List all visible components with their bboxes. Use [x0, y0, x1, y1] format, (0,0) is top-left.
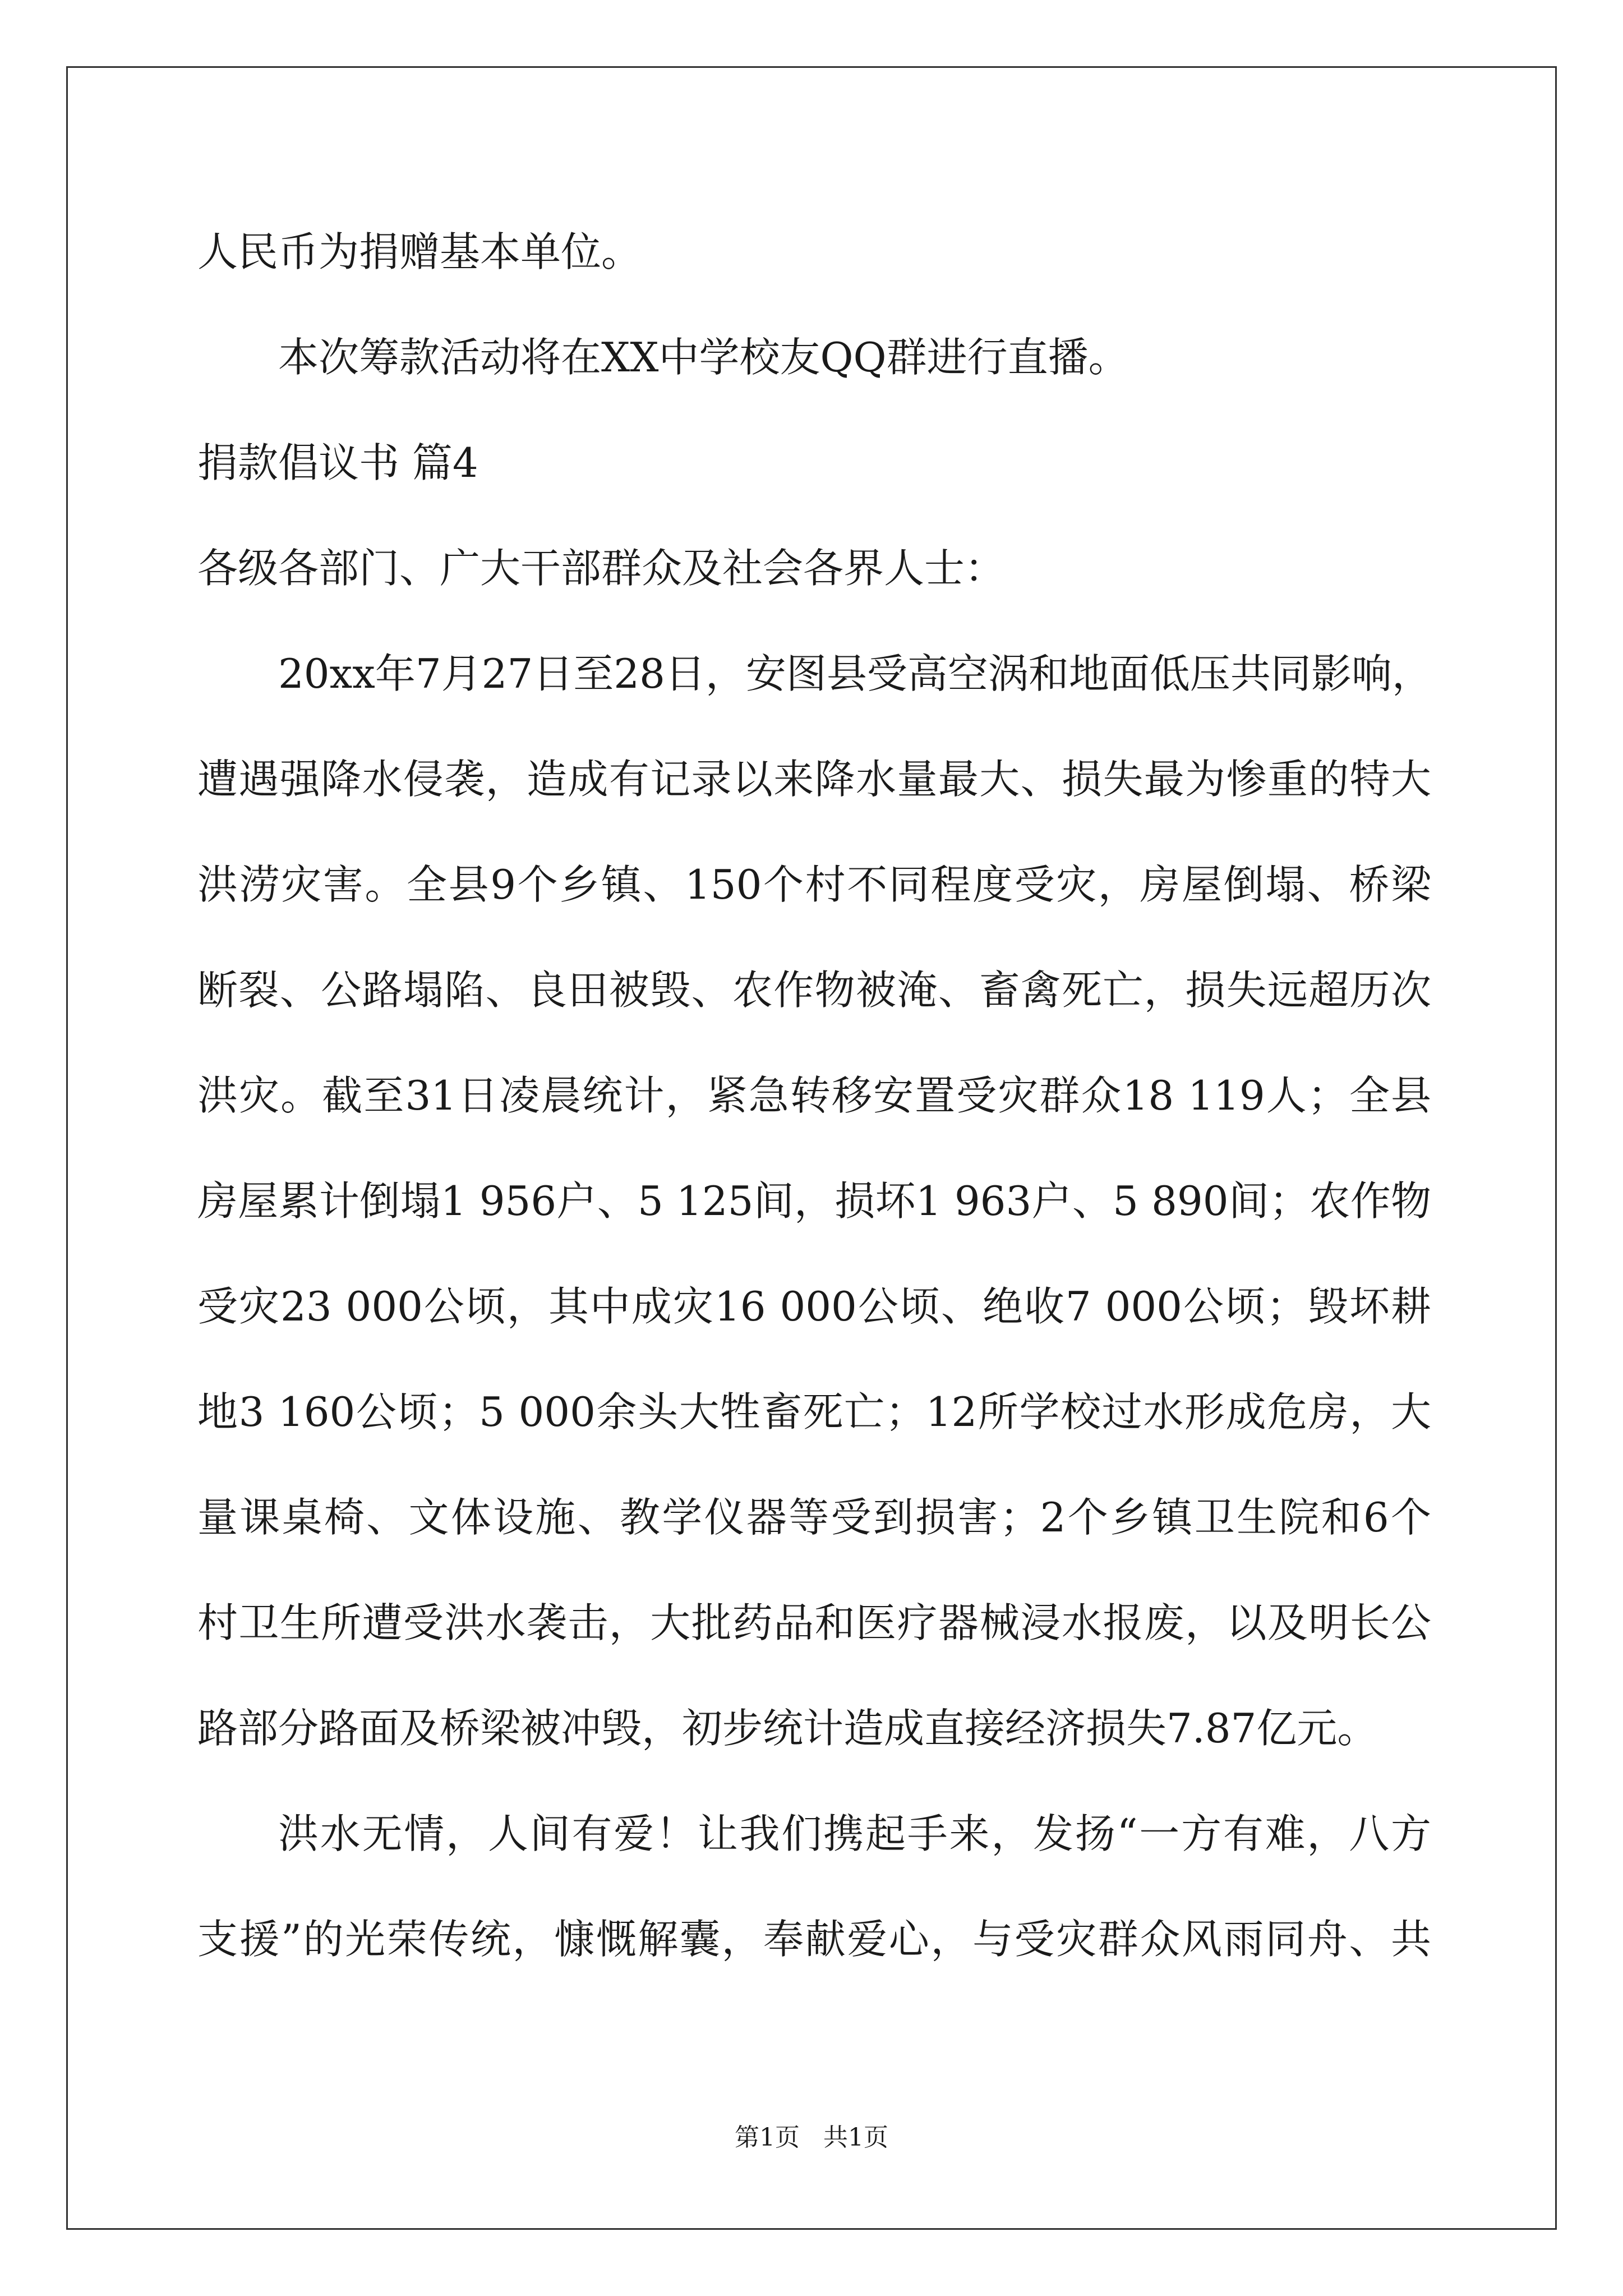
text-line: 本次筹款活动将在XX中学校友QQ群进行直播。: [278, 334, 1129, 381]
page-number: 第1页 共1页: [735, 2123, 888, 2152]
text-line: 人民币为捐赠基本单位。: [197, 228, 642, 275]
text-line: 洪灾。截至31日凌晨统计，紧急转移安置受灾群众18 119人；全县: [197, 1072, 1431, 1119]
text-line: 地3 160公顷；5 000余头大牲畜死亡；12所学校过水形成危房，大: [197, 1388, 1431, 1435]
text-line: 洪涝灾害。全县9个乡镇、150个村不同程度受灾，房屋倒塌、桥梁: [197, 861, 1431, 908]
text-line: 路部分路面及桥梁被冲毁，初步统计造成直接经济损失7.87亿元。: [197, 1705, 1378, 1752]
text-line: 村卫生所遭受洪水袭击，大批药品和医疗器械浸水报废，以及明长公: [197, 1599, 1431, 1646]
text-line: 受灾23 000公顷，其中成灾16 000公顷、绝收7 000公顷；毁坏耕: [197, 1283, 1431, 1330]
salutation: 各级各部门、广大干部群众及社会各界人士：: [197, 545, 1006, 592]
section-heading: 捐款倡议书 篇4: [197, 439, 478, 486]
text-line: 断裂、公路塌陷、良田被毁、农作物被淹、畜禽死亡，损失远超历次: [197, 967, 1431, 1014]
text-line: 支援”的光荣传统，慷慨解囊，奉献爱心，与受灾群众风雨同舟、共: [197, 1916, 1431, 1963]
text-line: 房屋累计倒塌1 956户、5 125间，损坏1 963户、5 890间；农作物: [197, 1177, 1431, 1225]
text-line: 遭遇强降水侵袭，造成有记录以来降水量最大、损失最为惨重的特大: [197, 756, 1431, 803]
page-footer: [0, 2122, 1623, 2154]
text-line: 量课桌椅、文体设施、教学仪器等受到损害；2个乡镇卫生院和6个: [197, 1494, 1431, 1541]
text-line: 20xx年7月27日至28日，安图县受高空涡和地面低压共同影响，: [278, 650, 1432, 697]
text-line: 洪水无情，人间有爱！让我们携起手来，发扬“一方有难，八方: [278, 1810, 1431, 1857]
document-body: [197, 199, 1431, 1992]
